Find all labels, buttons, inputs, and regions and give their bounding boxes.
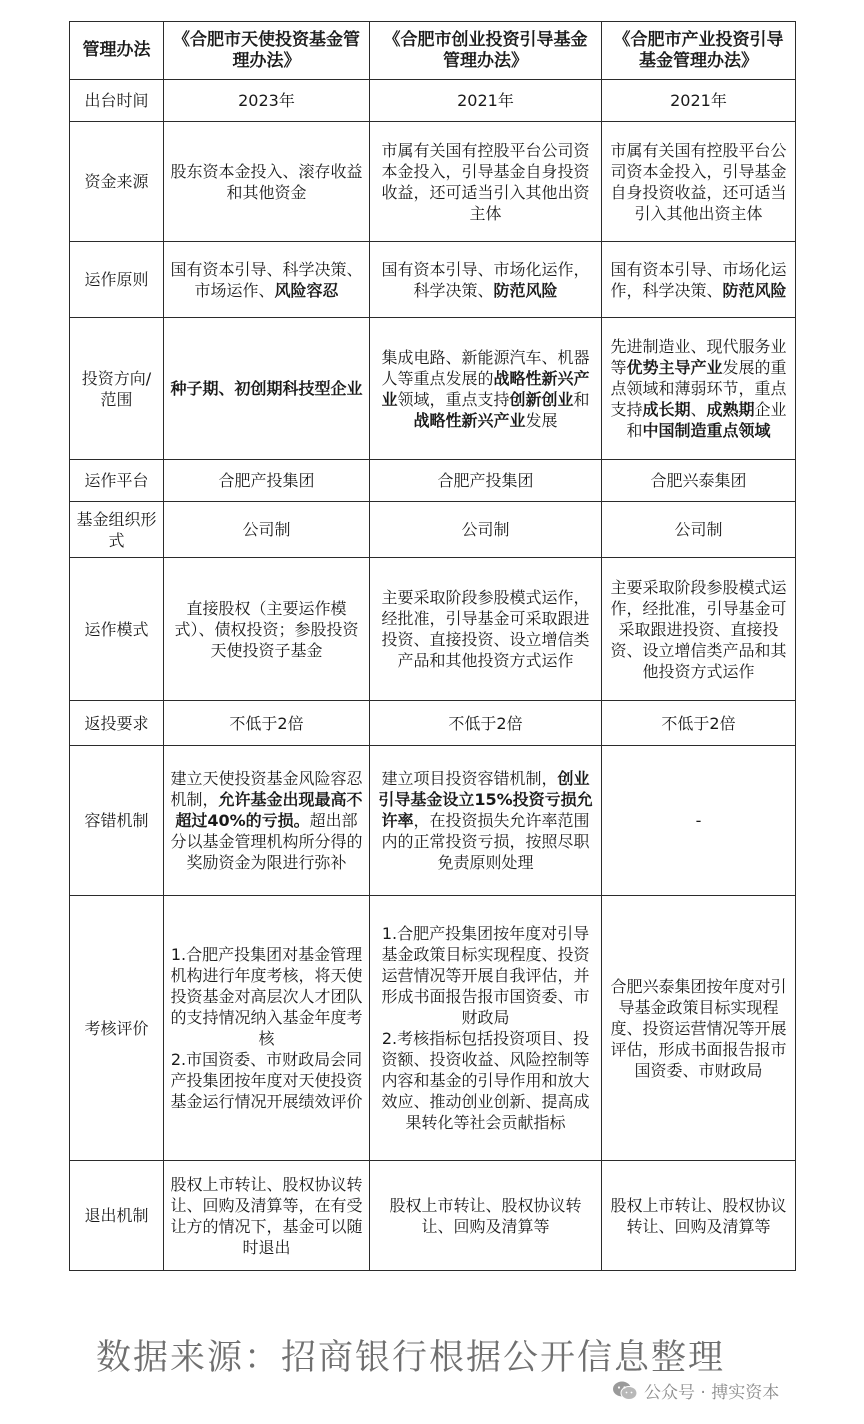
table-cell: 主要采取阶段参股模式运作，经批准，引导基金可采取跟进投资、直接投资、设立增信类产品和其他投资方式运作 xyxy=(370,558,602,701)
table-row xyxy=(70,122,796,242)
row-label: 运作模式 xyxy=(70,558,164,701)
table-row xyxy=(70,1161,796,1271)
header-row xyxy=(70,22,796,80)
fund-comparison-table xyxy=(69,21,796,1271)
table-cell: 2023年 xyxy=(164,80,370,122)
table-cell: 集成电路、新能源汽车、机器人等重点发展的战略性新兴产业领域，重点支持创新创业和战略性新兴产业发展 xyxy=(370,318,602,460)
table-cell: 不低于2倍 xyxy=(370,701,602,746)
table-row xyxy=(70,502,796,558)
table-row xyxy=(70,318,796,460)
row-label: 基金组织形式 xyxy=(70,502,164,558)
table-row xyxy=(70,701,796,746)
table-row xyxy=(70,896,796,1161)
table-cell: 股东资本金投入、滚存收益和其他资金 xyxy=(164,122,370,242)
watermark-text: 公众号 · 搏实资本 xyxy=(644,1383,780,1403)
table-cell: 国有资本引导、市场化运作，科学决策、防范风险 xyxy=(602,242,796,318)
table-cell: 不低于2倍 xyxy=(602,701,796,746)
row-label: 运作原则 xyxy=(70,242,164,318)
table-cell: 股权上市转让、股权协议转让、回购及清算等，在有受让方的情况下，基金可以随时退出 xyxy=(164,1161,370,1271)
table-row xyxy=(70,460,796,502)
table-cell: 市属有关国有控股平台公司资本金投入，引导基金自身投资收益，还可适当引入其他出资主体 xyxy=(370,122,602,242)
table-cell: 主要采取阶段参股模式运作，经批准，引导基金可采取跟进投资、直接投资、设立增信类产品和其他投资方式运作 xyxy=(602,558,796,701)
table-cell: 直接股权（主要运作模式）、债权投资；参股投资天使投资子基金 xyxy=(164,558,370,701)
table-row xyxy=(70,746,796,896)
header-col-angel-fund: 《合肥市天使投资基金管理办法》 xyxy=(164,22,370,80)
table-cell: 国有资本引导、科学决策、市场运作、风险容忍 xyxy=(164,242,370,318)
table-row xyxy=(70,242,796,318)
table-cell: 股权上市转让、股权协议转让、回购及清算等 xyxy=(370,1161,602,1271)
table-cell: 公司制 xyxy=(602,502,796,558)
row-label: 运作平台 xyxy=(70,460,164,502)
table-cell: 公司制 xyxy=(164,502,370,558)
header-label: 管理办法 xyxy=(70,22,164,80)
row-label: 退出机制 xyxy=(70,1161,164,1271)
table-cell: 1.合肥产投集团按年度对引导基金政策目标实现程度、投资运营情况等开展自我评估，并形成书面报告报市国资委、市财政局 2.考核指标包括投资项目、投资额、投资收益、风险控制等内容和基金的引导作用和放大效应、推动创业创新、提高成果转化等社会贡献指标 xyxy=(370,896,602,1161)
table-cell: 合肥产投集团 xyxy=(370,460,602,502)
row-label: 考核评价 xyxy=(70,896,164,1161)
table-cell: 建立天使投资基金风险容忍机制，允许基金出现最高不超过40%的亏损。超出部分以基金管理机构所分得的奖励资金为限进行弥补 xyxy=(164,746,370,896)
table-cell: 国有资本引导、市场化运作，科学决策、防范风险 xyxy=(370,242,602,318)
table-cell: 合肥兴泰集团 xyxy=(602,460,796,502)
table-cell: 不低于2倍 xyxy=(164,701,370,746)
row-label: 投资方向/范围 xyxy=(70,318,164,460)
table-cell: 市属有关国有控股平台公司资本金投入，引导基金自身投资收益，还可适当引入其他出资主体 xyxy=(602,122,796,242)
table-cell: 公司制 xyxy=(370,502,602,558)
header-col-industry-fund: 《合肥市产业投资引导基金管理办法》 xyxy=(602,22,796,80)
table-row xyxy=(70,80,796,122)
table-cell: 股权上市转让、股权协议转让、回购及清算等 xyxy=(602,1161,796,1271)
row-label: 容错机制 xyxy=(70,746,164,896)
table-cell: 合肥产投集团 xyxy=(164,460,370,502)
table-cell: 2021年 xyxy=(602,80,796,122)
wechat-icon xyxy=(612,1380,638,1402)
row-label: 出台时间 xyxy=(70,80,164,122)
table-row xyxy=(70,558,796,701)
table-cell: - xyxy=(602,746,796,896)
row-label: 资金来源 xyxy=(70,122,164,242)
row-label: 返投要求 xyxy=(70,701,164,746)
table-cell: 合肥兴泰集团按年度对引导基金政策目标实现程度、投资运营情况等开展评估，形成书面报告报市国资委、市财政局 xyxy=(602,896,796,1161)
data-source-caption: 数据来源：招商银行根据公开信息整理 xyxy=(96,1338,726,1378)
header-col-venture-fund: 《合肥市创业投资引导基金管理办法》 xyxy=(370,22,602,80)
table-cell: 种子期、初创期科技型企业 xyxy=(164,318,370,460)
table-cell: 2021年 xyxy=(370,80,602,122)
table-cell: 建立项目投资容错机制，创业引导基金设立15%投资亏损允许率，在投资损失允许率范围内的正常投资亏损，按照尽职免责原则处理 xyxy=(370,746,602,896)
watermark xyxy=(612,1378,779,1403)
table-cell: 先进制造业、现代服务业等优势主导产业发展的重点领域和薄弱环节，重点支持成长期、成熟期企业和中国制造重点领域 xyxy=(602,318,796,460)
table-cell: 1.合肥产投集团对基金管理机构进行年度考核，将天使投资基金对高层次人才团队的支持情况纳入基金年度考核 2.市国资委、市财政局会同产投集团按年度对天使投资基金运行情况开展绩效评价 xyxy=(164,896,370,1161)
